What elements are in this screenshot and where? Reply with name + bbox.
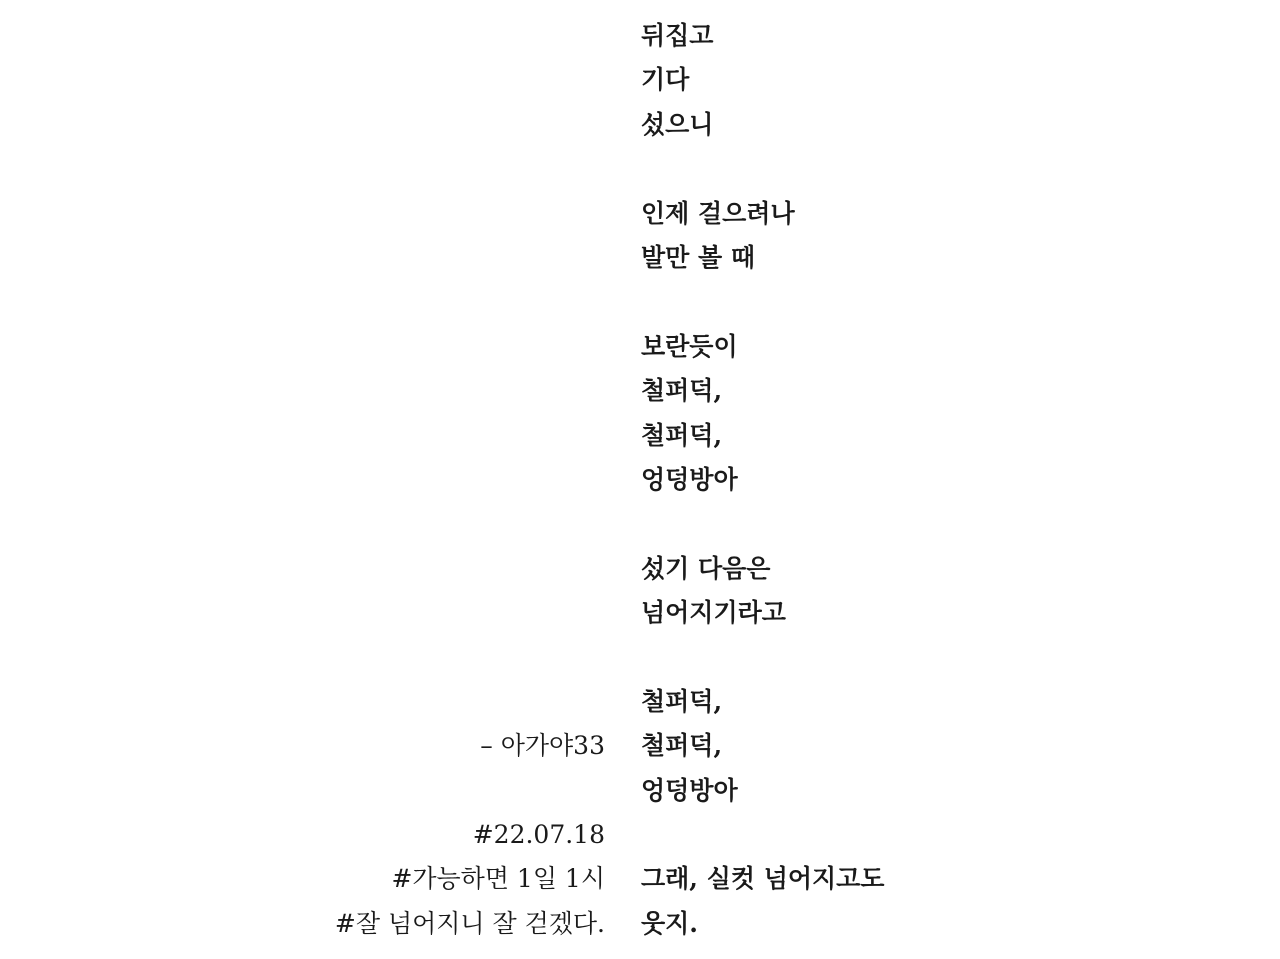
author-signature: – 아가야33 bbox=[480, 731, 605, 760]
poem-line: 철퍼덕, bbox=[641, 420, 723, 450]
hashtag: #가능하면 1일 1시 bbox=[391, 864, 605, 894]
poem-line: 웃지. bbox=[641, 908, 699, 938]
poem-line: 섰으니 bbox=[641, 109, 714, 139]
poem-line: 철퍼덕, bbox=[641, 731, 723, 761]
poem-line: 넘어지기라고 bbox=[641, 598, 786, 628]
poem-line: 인제 걸으려나 bbox=[641, 198, 795, 228]
poem-stanza-break bbox=[641, 280, 1241, 324]
poem-line: 철퍼덕, bbox=[641, 376, 723, 406]
poem-line: 엉덩방아 bbox=[641, 775, 738, 805]
poem-stanza-break bbox=[641, 635, 1241, 679]
poem-stanza-break bbox=[641, 813, 1241, 857]
poem-line: 발만 볼 때 bbox=[641, 242, 756, 272]
hashtag: #잘 넘어지니 잘 걷겠다. bbox=[334, 908, 605, 938]
hashtag-list bbox=[5, 813, 605, 946]
poem-line: 기다 bbox=[641, 65, 690, 95]
poem-body bbox=[641, 14, 1241, 946]
poem-line: 뒤집고 bbox=[641, 21, 714, 50]
poem-line: 엉덩방아 bbox=[641, 464, 738, 494]
poem-line: 그래, 실컷 넘어지고도 bbox=[641, 864, 885, 894]
poem-line: 섰기 다음은 bbox=[641, 553, 771, 583]
poem-stanza-break bbox=[641, 147, 1241, 191]
hashtag-date: #22.07.18 bbox=[472, 820, 605, 849]
poem-stanza-break bbox=[641, 502, 1241, 546]
poem-line: 철퍼덕, bbox=[641, 686, 723, 716]
poem-line: 보란듯이 bbox=[641, 331, 738, 361]
